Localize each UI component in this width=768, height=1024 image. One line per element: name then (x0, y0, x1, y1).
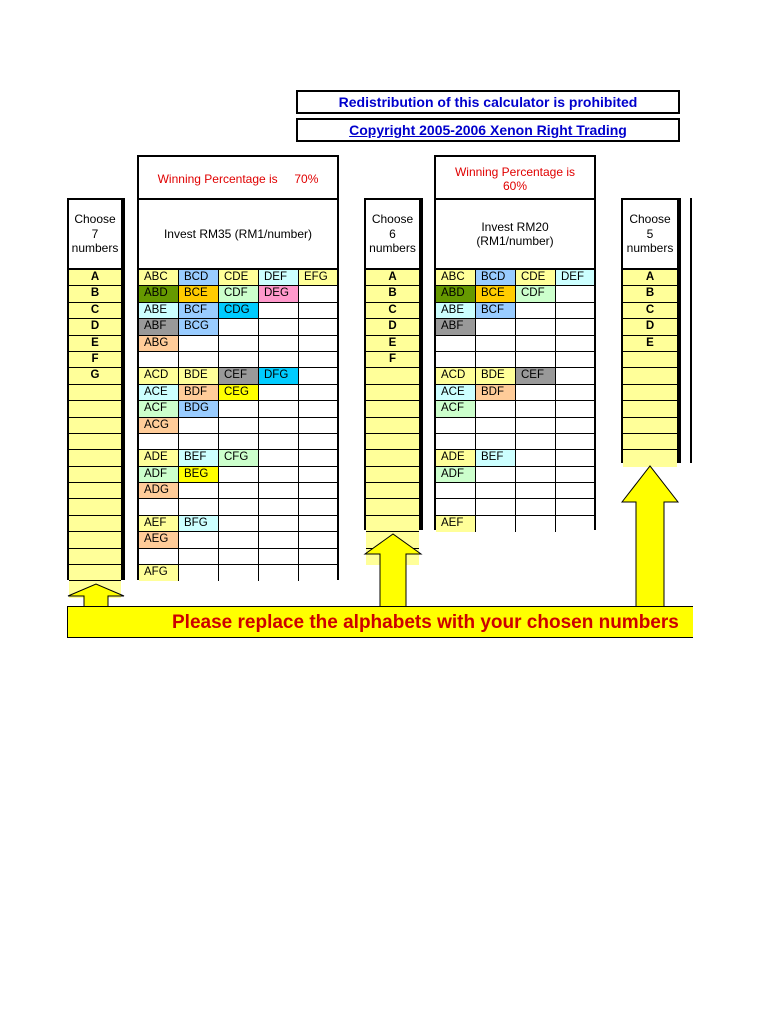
number-input-cell[interactable] (366, 516, 419, 532)
combination-cell (299, 303, 337, 319)
number-input-cell[interactable]: D (69, 319, 121, 335)
combination-cell (259, 319, 299, 335)
number-input-cell[interactable] (366, 368, 419, 384)
combination-cell (436, 483, 476, 499)
combination-cell: BCD (179, 270, 219, 286)
choose-6-header: Choose 6 numbers (366, 200, 419, 270)
combination-cell (179, 336, 219, 352)
combination-cell (259, 450, 299, 466)
combination-cell (299, 286, 337, 302)
combination-cell (299, 532, 337, 548)
number-input-cell[interactable] (69, 467, 121, 483)
combination-cell (179, 434, 219, 450)
combination-cell (476, 319, 516, 335)
up-arrow-icon (363, 532, 423, 608)
up-arrow-icon (620, 464, 680, 608)
number-input-cell[interactable] (69, 516, 121, 532)
number-input-cell[interactable] (623, 385, 677, 401)
combination-cell (516, 516, 556, 532)
combination-cell (476, 434, 516, 450)
combination-cell (299, 385, 337, 401)
combination-cell (179, 418, 219, 434)
combination-cell (556, 516, 594, 532)
combination-cell (516, 303, 556, 319)
number-input-cell[interactable] (623, 401, 677, 417)
combination-cell: CDF (516, 286, 556, 302)
combination-cell (299, 499, 337, 515)
copyright-link[interactable]: Copyright 2005-2006 Xenon Right Trading (349, 122, 627, 138)
combination-cell: ABF (436, 319, 476, 335)
combination-cell (219, 516, 259, 532)
combination-cell (299, 565, 337, 581)
combination-cell (556, 434, 594, 450)
combination-cell (476, 499, 516, 515)
combination-cell (516, 385, 556, 401)
combination-cell (179, 565, 219, 581)
copyright-banner (296, 118, 680, 142)
combination-cell (259, 467, 299, 483)
combination-cell: CDG (219, 303, 259, 319)
combination-cell: CEF (219, 368, 259, 384)
combination-cell: DEF (259, 270, 299, 286)
combination-cell: ABC (436, 270, 476, 286)
combination-cell (436, 352, 476, 368)
combination-cell: BCD (476, 270, 516, 286)
combination-cell: CDE (219, 270, 259, 286)
choose-7-header: Choose 7 numbers (69, 200, 121, 270)
combinations-6-table (434, 198, 596, 530)
choose-6-cells (366, 270, 419, 565)
number-input-cell[interactable] (366, 467, 419, 483)
number-input-cell[interactable] (69, 401, 121, 417)
number-input-cell[interactable] (366, 499, 419, 515)
number-input-cell[interactable]: E (366, 336, 419, 352)
combination-cell (556, 303, 594, 319)
combinations-7-table (137, 198, 339, 580)
number-input-cell[interactable] (69, 549, 121, 565)
combination-cell (179, 549, 219, 565)
combination-cell (436, 499, 476, 515)
combination-cell: CDE (516, 270, 556, 286)
combination-cell (299, 549, 337, 565)
combination-cell (299, 483, 337, 499)
combination-cell (476, 418, 516, 434)
combination-cell (139, 549, 179, 565)
combination-cell (516, 434, 556, 450)
combination-cell (299, 418, 337, 434)
combination-cell (556, 499, 594, 515)
combination-cell (179, 532, 219, 548)
combination-cell (516, 352, 556, 368)
number-input-cell[interactable] (366, 483, 419, 499)
number-input-cell[interactable]: F (366, 352, 419, 368)
combination-cell: ACG (139, 418, 179, 434)
combination-cell: ADE (436, 450, 476, 466)
combination-cell: AEG (139, 532, 179, 548)
combination-cell (219, 565, 259, 581)
combination-cell (556, 467, 594, 483)
combination-cell (259, 516, 299, 532)
choose-5-column (621, 198, 679, 463)
number-input-cell[interactable] (69, 385, 121, 401)
combination-cell: BDE (179, 368, 219, 384)
invest-header-7: Invest RM35 (RM1/number) (139, 200, 337, 270)
combination-cell (179, 499, 219, 515)
combination-cell (259, 352, 299, 368)
choose-5-cells (623, 270, 677, 467)
combination-cell: DEG (259, 286, 299, 302)
combination-cell: BCE (179, 286, 219, 302)
number-input-cell[interactable] (366, 450, 419, 466)
combination-cell: BCF (476, 303, 516, 319)
number-input-cell[interactable] (366, 401, 419, 417)
number-input-cell[interactable] (69, 450, 121, 466)
combination-cell: ABD (139, 286, 179, 302)
combination-cell (179, 483, 219, 499)
winning-percentage-7: Winning Percentage is 70% (137, 155, 339, 200)
number-input-cell[interactable]: A (366, 270, 419, 286)
combination-cell (219, 434, 259, 450)
combination-cell: ACD (436, 368, 476, 384)
combination-cell (516, 467, 556, 483)
combination-cell: BDG (179, 401, 219, 417)
combination-cell: BEF (179, 450, 219, 466)
combinations-7-rows (139, 270, 337, 581)
choose-5-header: Choose 5 numbers (623, 200, 677, 270)
combination-cell (516, 418, 556, 434)
number-input-cell[interactable]: C (623, 303, 677, 319)
combination-cell: ACD (139, 368, 179, 384)
number-input-cell[interactable]: C (366, 303, 419, 319)
combination-cell (436, 434, 476, 450)
combination-cell: ACF (436, 401, 476, 417)
combination-cell: ACF (139, 401, 179, 417)
choose-7-column (67, 198, 123, 580)
combination-cell (556, 483, 594, 499)
combination-cell (516, 401, 556, 417)
combination-cell (476, 483, 516, 499)
combination-cell: CDF (219, 286, 259, 302)
combination-cell (516, 499, 556, 515)
combination-cell (476, 336, 516, 352)
combination-cell (259, 401, 299, 417)
combination-cell: ACE (139, 385, 179, 401)
combination-cell (436, 418, 476, 434)
combination-cell (259, 303, 299, 319)
combination-cell (259, 483, 299, 499)
number-input-cell[interactable]: C (69, 303, 121, 319)
number-input-cell[interactable] (69, 434, 121, 450)
combination-cell (219, 467, 259, 483)
number-input-cell[interactable]: A (69, 270, 121, 286)
choose-6-column (364, 198, 421, 530)
combination-cell (299, 434, 337, 450)
combination-cell (219, 401, 259, 417)
combination-cell: CEF (516, 368, 556, 384)
combination-cell (476, 516, 516, 532)
choose-7-cells (69, 270, 121, 598)
combination-cell (556, 401, 594, 417)
combination-cell (476, 401, 516, 417)
combination-cell: BDF (476, 385, 516, 401)
number-input-cell[interactable]: F (69, 352, 121, 368)
combination-cell (516, 336, 556, 352)
number-input-cell[interactable]: G (69, 368, 121, 384)
combination-cell: BEF (476, 450, 516, 466)
combination-cell (219, 319, 259, 335)
combination-cell: BDE (476, 368, 516, 384)
combination-cell (139, 352, 179, 368)
column-shadow (421, 198, 423, 530)
combination-cell (259, 565, 299, 581)
combination-cell: CFG (219, 450, 259, 466)
combination-cell (259, 532, 299, 548)
number-input-cell[interactable] (623, 352, 677, 368)
combination-cell (259, 336, 299, 352)
winning-percentage-6: Winning Percentage is 60% (434, 155, 596, 200)
combination-cell (139, 499, 179, 515)
number-input-cell[interactable] (69, 418, 121, 434)
combination-cell: BCE (476, 286, 516, 302)
instruction-banner: Please replace the alphabets with your chosen numbers (67, 606, 693, 638)
redistribution-text: Redistribution of this calculator is prohibited (338, 94, 638, 110)
number-input-cell[interactable]: A (623, 270, 677, 286)
combination-cell (299, 319, 337, 335)
combination-cell (219, 352, 259, 368)
number-input-cell[interactable] (366, 385, 419, 401)
combination-cell: AEF (139, 516, 179, 532)
combination-cell: ADF (139, 467, 179, 483)
combination-cell (299, 516, 337, 532)
combination-cell (219, 549, 259, 565)
combination-cell: AFG (139, 565, 179, 581)
combination-cell (259, 385, 299, 401)
number-input-cell[interactable] (366, 434, 419, 450)
combination-cell: BFG (179, 516, 219, 532)
combination-cell: BCG (179, 319, 219, 335)
combination-cell (219, 483, 259, 499)
combination-cell (516, 450, 556, 466)
number-input-cell[interactable] (69, 483, 121, 499)
number-input-cell[interactable] (623, 434, 677, 450)
combination-cell (219, 418, 259, 434)
combination-cell (299, 352, 337, 368)
combination-cell: ADF (436, 467, 476, 483)
combination-cell (139, 434, 179, 450)
combination-cell: ABC (139, 270, 179, 286)
combination-cell (219, 336, 259, 352)
combination-cell: ABG (139, 336, 179, 352)
combination-cell (556, 319, 594, 335)
combination-cell: ADG (139, 483, 179, 499)
combination-cell (556, 418, 594, 434)
combination-cell (516, 483, 556, 499)
number-input-cell[interactable] (623, 368, 677, 384)
combination-cell (299, 368, 337, 384)
number-input-cell[interactable] (69, 565, 121, 581)
combination-cell (299, 336, 337, 352)
combination-cell (299, 450, 337, 466)
combination-cell: ABE (436, 303, 476, 319)
combination-cell (219, 532, 259, 548)
combination-cell (259, 418, 299, 434)
combination-cell: ABE (139, 303, 179, 319)
column-shadow (123, 198, 125, 580)
combination-cell (556, 336, 594, 352)
combination-cell (259, 434, 299, 450)
combination-cell (556, 450, 594, 466)
combination-cell: ABD (436, 286, 476, 302)
combination-cell: ACE (436, 385, 476, 401)
combination-cell (556, 352, 594, 368)
combination-cell (259, 549, 299, 565)
combination-cell: ABF (139, 319, 179, 335)
combination-cell: BCF (179, 303, 219, 319)
combination-cell (179, 352, 219, 368)
number-input-cell[interactable]: D (366, 319, 419, 335)
combination-cell: BEG (179, 467, 219, 483)
number-input-cell[interactable] (366, 418, 419, 434)
combination-cell (299, 467, 337, 483)
combination-cell (556, 286, 594, 302)
combination-cell: BDF (179, 385, 219, 401)
combination-cell: CEG (219, 385, 259, 401)
combination-cell: EFG (299, 270, 337, 286)
number-input-cell[interactable] (623, 418, 677, 434)
combination-cell (476, 352, 516, 368)
combination-cell: AEF (436, 516, 476, 532)
number-input-cell[interactable]: D (623, 319, 677, 335)
combination-cell: DEF (556, 270, 594, 286)
number-input-cell[interactable]: B (69, 286, 121, 302)
combinations-6-rows (436, 270, 594, 532)
number-input-cell[interactable]: E (623, 336, 677, 352)
redistribution-banner (296, 90, 680, 114)
combination-cell (436, 336, 476, 352)
combination-cell (259, 499, 299, 515)
combination-cell (556, 385, 594, 401)
number-input-cell[interactable]: E (69, 336, 121, 352)
combination-cell: DFG (259, 368, 299, 384)
number-input-cell[interactable] (69, 532, 121, 548)
column-shadow (679, 198, 681, 463)
combination-cell (299, 401, 337, 417)
combination-cell: ADE (139, 450, 179, 466)
combination-cell (476, 467, 516, 483)
column-shadow (690, 198, 692, 463)
number-input-cell[interactable] (69, 499, 121, 515)
combination-cell (219, 499, 259, 515)
number-input-cell[interactable]: B (366, 286, 419, 302)
combination-cell (556, 368, 594, 384)
combination-cell (516, 319, 556, 335)
number-input-cell[interactable]: B (623, 286, 677, 302)
invest-header-6: Invest RM20 (RM1/number) (436, 200, 594, 270)
